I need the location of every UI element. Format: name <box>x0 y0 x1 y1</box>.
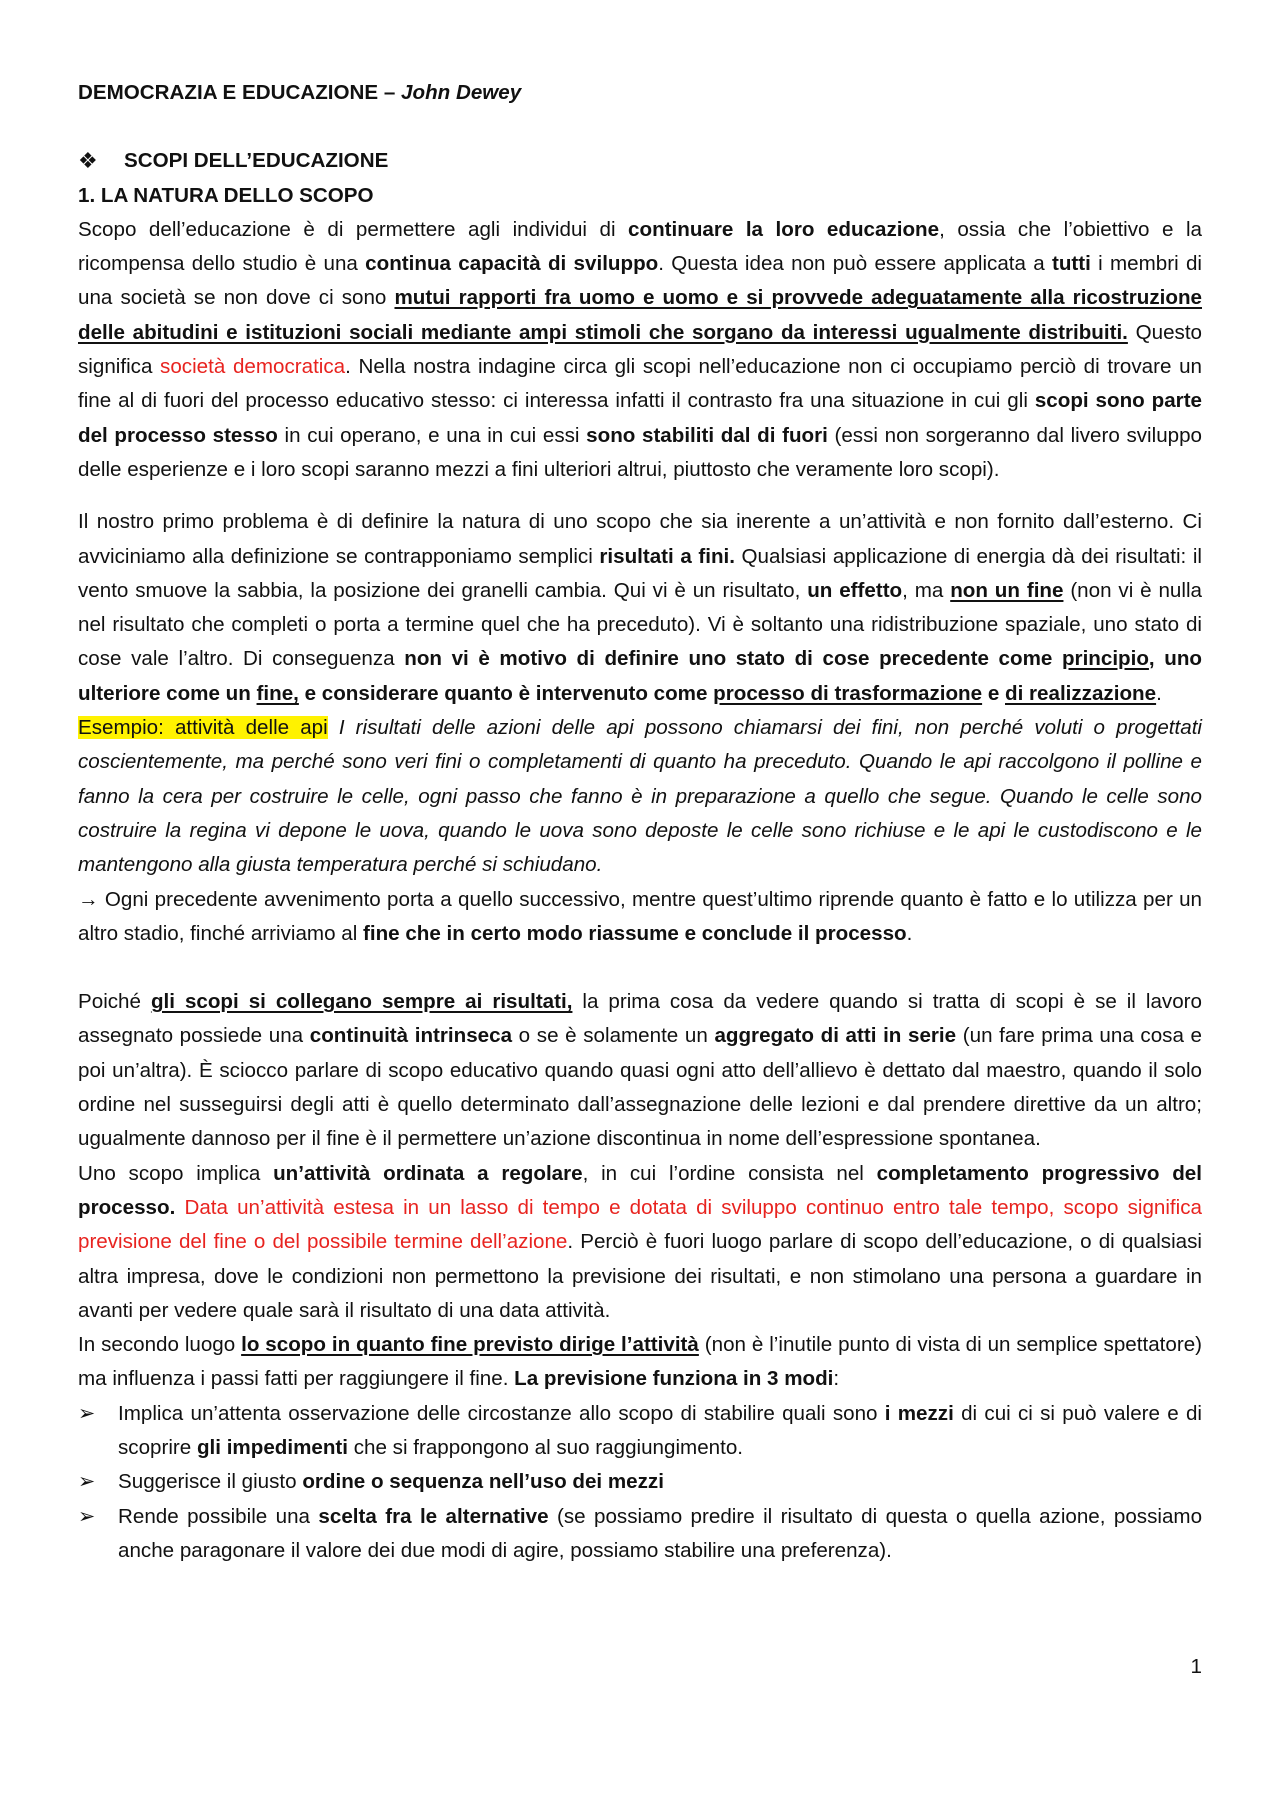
paragraph-2 <box>78 505 1202 711</box>
text-run: Rende possibile una <box>118 1504 319 1528</box>
text-run: . <box>1156 681 1162 705</box>
bold-run: risultati a fini. <box>599 544 735 568</box>
text-run: , in cui l’ordine consista nel <box>582 1161 877 1185</box>
arrow-bullet-list <box>78 1397 1202 1568</box>
title-author: John Dewey <box>401 81 522 104</box>
page-number: 1 <box>1190 1655 1202 1678</box>
text-run: o se è solamente un <box>512 1024 715 1048</box>
list-item <box>78 1397 1202 1466</box>
section-heading <box>78 144 1202 178</box>
text-run: la prima cosa da vedere quando si tratta di scopi è se il lavoro assegnato possiede una <box>78 990 1202 1048</box>
text-run: (non è l’inutile punto di vista di un semplice spettatore) ma influenza i passi fatti per raggiungere il fine. <box>78 1333 1202 1391</box>
text-run: di cui ci si può valere e di scoprire <box>118 1401 1202 1459</box>
text-run: Uno scopo implica <box>78 1161 274 1185</box>
subheading <box>78 179 1202 213</box>
title-dash: – <box>378 81 402 104</box>
bold-run: scopi sono parte del processo stesso <box>78 389 1203 447</box>
text-run: . <box>906 921 913 945</box>
bold-run: La previsione funziona in 3 modi <box>514 1367 834 1391</box>
text-run: Ogni precedente avvenimento porta a quello successivo, mentre quest’ultimo riprende quanto è fatto e lo utilizza per un altro stadio, finché arriviamo al <box>78 887 1202 945</box>
bold-run: e considerare quanto è intervenuto come <box>298 681 714 705</box>
bold-run: continuità intrinseca <box>309 1024 513 1048</box>
bold-run: un effetto <box>807 578 903 602</box>
paragraph-7 <box>78 1328 1202 1397</box>
highlighted-label: Esempio: attività delle api <box>78 716 328 740</box>
red-run: società democratica <box>160 355 346 379</box>
right-arrow-icon: → <box>78 887 99 911</box>
bold-run: , uno ulteriore come un <box>78 647 1202 705</box>
text-run: , ma <box>902 578 951 602</box>
section-heading-text: SCOPI DELL’EDUCAZIONE <box>124 149 389 173</box>
list-item <box>78 1465 1202 1499</box>
bold-run: un’attività ordinata a regolare <box>273 1161 583 1185</box>
bold-underlined-run: non un fine <box>950 578 1064 602</box>
paragraph-example <box>78 711 1202 882</box>
paragraph-arrow <box>78 883 1202 952</box>
bold-run: fine che in certo modo riassume e conclude il processo <box>363 921 907 945</box>
paragraph-6 <box>78 1157 1202 1328</box>
arrowhead-bullet-icon: ➢ <box>78 1504 96 1528</box>
text-run: (se possiamo predire il risultato di questa o quella azione, possiamo anche paragonare il valore dei due modi di agire, possiamo stabilire una preferenza). <box>118 1504 1203 1562</box>
bold-underlined-run: processo di trasformazione <box>713 681 983 705</box>
bold-run: continuare la loro educazione <box>628 217 940 241</box>
text-run: Suggerisce il giusto <box>118 1470 303 1494</box>
arrowhead-bullet-icon: ➢ <box>78 1470 96 1494</box>
red-run: Data un’attività estesa in un lasso di tempo e dotata di sviluppo continuo entro tale tempo, scopo significa previsione del fine o del possibile termine dell’azione <box>78 1195 1202 1254</box>
text-run: . Perciò è fuori luogo parlare di scopo dell’educazione, o di qualsiasi altra impresa, dove le condizioni non permettono la previsione dei risultati, e non stimolano una persona a guardare in avanti per vedere quale sarà il risultato di una data attività. <box>78 1230 1202 1322</box>
bold-underlined-run: lo scopo in quanto fine previsto dirige l’attività <box>241 1333 699 1357</box>
bold-run: sono stabiliti dal di fuori <box>586 423 828 447</box>
italic-run: I risultati delle azioni delle api possono chiamarsi dei fini, non perché voluti o progettati coscientemente, ma perché sono veri fini o completamenti di quanto ha preceduto. Quando le api raccolgono il polline e fanno la cera per costruire le celle, ogni passo che fanno è in preparazione a quello che segue. Quando le celle sono costruire la regina vi depone le uova, quando le uova sono deposte le celle sono richiuse e le api le custodiscono e le mantengono alla giusta temperatura perché si schiudano. <box>78 716 1202 877</box>
bold-run: scelta fra le alternative <box>318 1504 549 1528</box>
bold-run: continua capacità di sviluppo <box>365 252 659 276</box>
text-run: : <box>833 1367 840 1391</box>
bold-run: ordine o sequenza nell’uso dei mezzi <box>302 1470 664 1494</box>
bold-underlined-run: fine, <box>256 681 299 705</box>
text-run: (non vi è nulla nel risultato che completi o porta a termine quel che ha preceduto). Vi è soltanto una ridistribuzione spaziale, uno stato di cose vale l’altro. Di conseguenza <box>78 578 1202 671</box>
text-run: Il nostro primo problema è di definire la natura di uno scopo che sia inerente a un’attività e non fornito dall’esterno. Ci avviciniamo alla definizione se contrapponiamo semplici <box>78 510 1202 568</box>
title-main: DEMOCRAZIA E EDUCAZIONE <box>78 81 379 104</box>
text-run: Implica un’attenta osservazione delle circostanze allo scopo di stabilire quali sono <box>118 1401 885 1425</box>
text-run: . Nella nostra indagine circa gli scopi nell’educazione non ci occupiamo perciò di trovare un fine al di fuori del processo educativo stesso: ci interessa infatti il contrasto fra una situazione in cui gli <box>78 355 1202 413</box>
bold-run: gli impedimenti <box>196 1435 349 1459</box>
bold-run: tutti <box>1052 252 1091 276</box>
bold-underlined-run: principio <box>1061 647 1149 671</box>
bold-underlined-run: di realizzazione <box>1005 681 1157 705</box>
text-run: che si frappongono al suo raggiungimento. <box>348 1435 743 1459</box>
diamond-bullet-icon: ❖ <box>78 148 98 174</box>
paragraph-1 <box>78 213 1202 487</box>
bold-run: i mezzi <box>884 1401 954 1425</box>
text-run: In secondo luogo <box>78 1333 242 1357</box>
bold-underlined-run: gli scopi si collegano sempre ai risultati, <box>150 990 573 1014</box>
text-run: Poiché <box>78 990 151 1014</box>
bold-underlined-run: mutui rapporti fra uomo e uomo e si provvede adeguatamente alla ricostruzione delle abitudini e istituzioni sociali mediante ampi stimoli che sorgano da interessi ugualmente distribuiti. <box>78 286 1202 344</box>
text-run: . Questa idea non può essere applicata a <box>658 252 1052 276</box>
bold-run: completamento progressivo del processo. <box>78 1161 1202 1219</box>
text-run: i membri di una società se non dove ci sono <box>78 252 1202 310</box>
document-title <box>78 76 1202 110</box>
bold-run: e <box>982 681 1005 705</box>
bold-run: aggregato di atti in serie <box>714 1024 957 1048</box>
text-run: Qualsiasi applicazione di energia dà dei risultati: il vento smuove la sabbia, la posizione dei granelli cambia. Qui vi è un risultato, <box>78 544 1202 602</box>
paragraph-5 <box>78 985 1202 1156</box>
subheading-text: 1. LA NATURA DELLO SCOPO <box>78 183 374 207</box>
document-page <box>78 76 1202 1568</box>
text-run: Questo significa <box>78 320 1202 379</box>
text-run: in cui operano, e una in cui essi <box>277 423 587 447</box>
text-run: (un fare prima una cosa e poi un’altra). È sciocco parlare di scopo educativo quando quasi ogni atto dell’allievo è dettato dal maestro, quando il solo ordine nel susseguirsi degli atti è quello determinato dall’assegnazione delle lezioni e dal prendere direttive da un altro; ugualmente dannoso per il fine è il permettere un’azione discontinua in nome dell’espressione spontanea. <box>78 1024 1202 1151</box>
bold-run: non vi è motivo di definire uno stato di cose precedente come <box>404 647 1062 671</box>
text-run: Scopo dell’educazione è di permettere agli individui di <box>78 217 629 241</box>
arrowhead-bullet-icon: ➢ <box>78 1401 96 1425</box>
text-run: , ossia che l’obiettivo e la ricompensa dello studio è una <box>78 217 1203 276</box>
text-run: (essi non sorgeranno dal livero sviluppo delle esperienze e i loro scopi saranno mezzi a fini ulteriori altrui, piuttosto che veramente loro scopi). <box>78 423 1203 481</box>
list-item <box>78 1500 1202 1569</box>
